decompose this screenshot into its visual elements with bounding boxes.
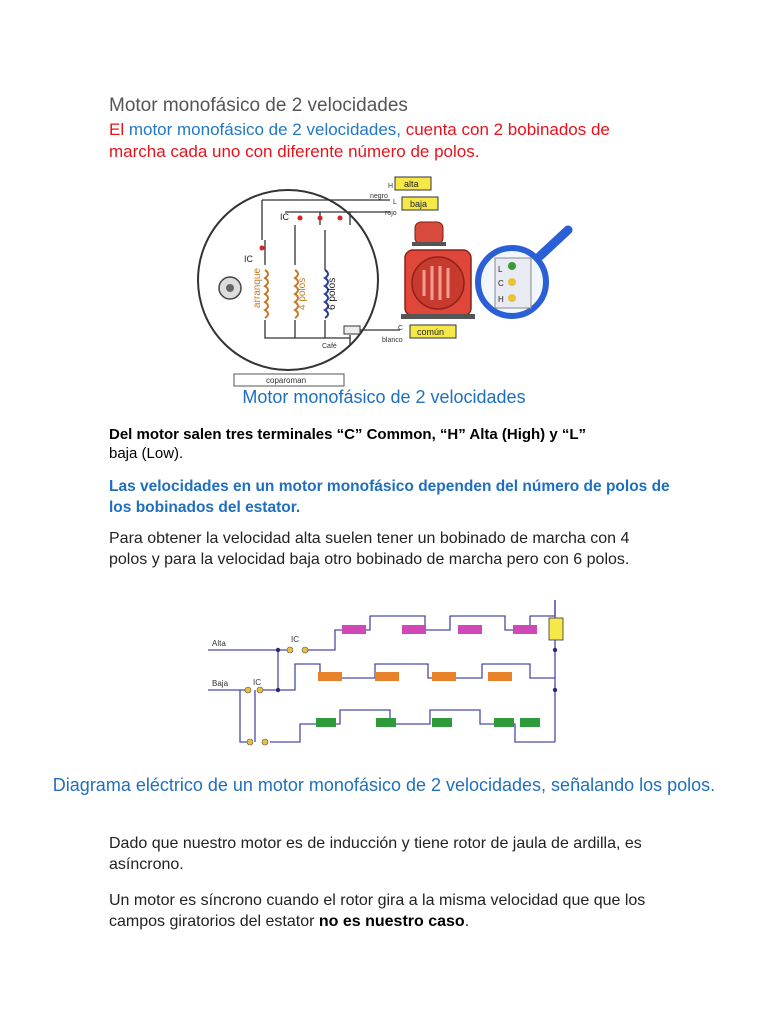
terminals-normal: baja (Low). [109, 445, 184, 462]
terminal-h-label: H [498, 295, 504, 304]
wire-negro-label: negro [370, 193, 388, 200]
terminal-magnifier-icon [478, 230, 568, 316]
terminal-l-label: L [498, 265, 503, 274]
terminals-bold: Del motor salen tres terminales “C” Common, “H” Alta (High) y “L” [109, 426, 587, 443]
synchronous-end: . [464, 913, 470, 930]
poles-paragraph: Para obtener la velocidad alta suelen tener un bobinado de marcha con 4 polos y para la velocidad baja otro bobinado de marcha pero con 6 polos. [109, 530, 630, 568]
arranque-label: arranque [252, 267, 263, 308]
figure2-caption: Diagrama eléctrico de un motor monofásico de 2 velocidades, señalando los polos. [52, 775, 716, 795]
wire-l-label: L [393, 199, 397, 206]
alta-line-label: Alta [212, 639, 226, 648]
intro-part3: cuenta con 2 bobinados de marcha cada uno con diferente número de polos. [109, 120, 610, 161]
watermark-label: coparoman [266, 376, 307, 385]
cafe-label: Café [322, 343, 337, 350]
wire-blanco-label: blanco [382, 337, 403, 344]
ic2-label: IC [253, 678, 261, 687]
motor-wiring-figure [190, 170, 580, 388]
centrifugal-switch-symbol [549, 618, 563, 640]
speeds-paragraph: Las velocidades en un motor monofásico dependen del número de polos de los bobinados del estator. [109, 478, 670, 516]
switch-contacts [260, 216, 343, 251]
synchronous-paragraph [109, 890, 689, 932]
ic1-label: IC [291, 635, 299, 644]
intro-highlight: motor monofásico de 2 velocidades, [128, 120, 401, 139]
terminal-c-label: C [498, 279, 504, 288]
figure1-caption: Motor monofásico de 2 velocidades [242, 387, 526, 407]
large-motor-icon [401, 250, 475, 319]
terminals-paragraph [109, 425, 669, 463]
induction-paragraph: Dado que nuestro motor es de inducción y tiene rotor de jaula de ardilla, es asíncrono. [109, 835, 642, 873]
polos6-label: 6 polos [327, 277, 338, 310]
polos4-label: 4 polos [297, 277, 308, 310]
intro-part1: El [109, 120, 129, 139]
centrifugal-switch [344, 326, 360, 334]
electrical-diagram-figure [200, 592, 580, 757]
section-heading: Motor monofásico de 2 velocidades [109, 95, 408, 116]
diagram-nodes [276, 648, 557, 692]
ic-left-label: IC [244, 254, 253, 264]
synchronous-normal: Un motor es síncrono cuando el rotor gira a la misma velocidad que que los campos giratorios del estator [109, 892, 646, 930]
baja-label: baja [410, 199, 428, 209]
wire-c-label: C [398, 325, 404, 332]
intro-paragraph [109, 119, 669, 163]
baja-line-label: Baja [212, 679, 229, 688]
alta-label: alta [404, 179, 419, 189]
synchronous-bold: no es nuestro caso [318, 913, 465, 930]
ic-top-label: IC [280, 212, 289, 222]
wire-h-label: H [388, 183, 394, 190]
small-motor-icon [415, 222, 443, 244]
comun-label: común [417, 327, 445, 337]
wire-rojo-label: rojo [385, 210, 397, 217]
